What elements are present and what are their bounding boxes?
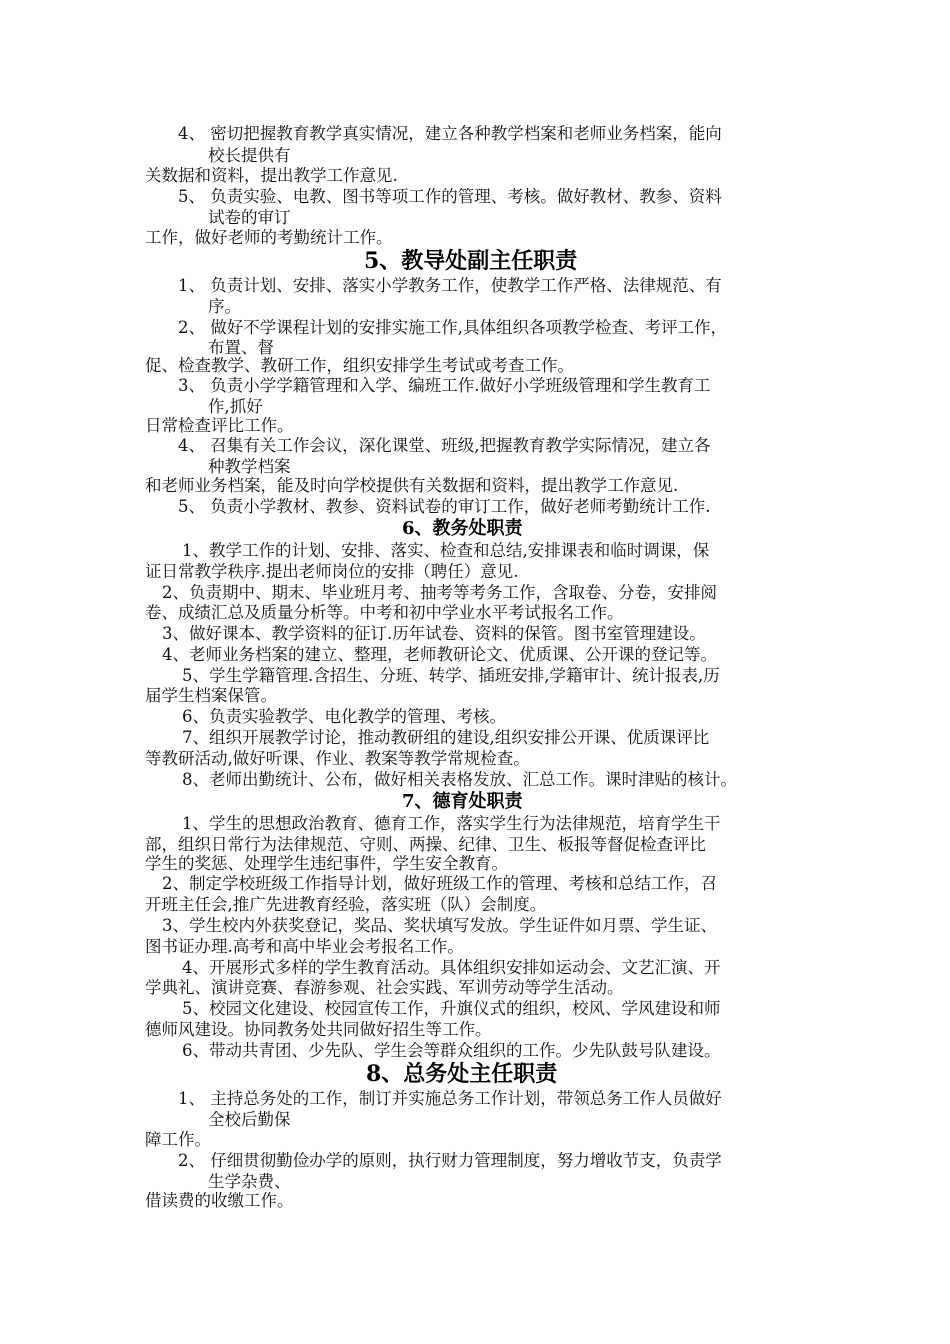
prev-item-5-line-3: 工作，做好老师的考勤统计工作。 (145, 228, 393, 247)
s6-line-5: 3、做好课本、教学资料的征订.历年试卷、资料的保管。图书室管理建设。 (162, 624, 706, 643)
s7-line-10: 5、校园文化建设、校园宣传工作，升旗仪式的组织，校风、学风建设和师 (182, 999, 721, 1018)
s6-line-9: 6、负责实验教学、电化教学的管理、考核。 (182, 707, 506, 726)
s7-line-2: 部，组织日常行为法律规范、守则、两操、纪律、卫生、板报等督促检查评比 (145, 835, 706, 854)
s6-line-11: 等教研活动,做好听课、作业、教案等教学常规检查。 (145, 749, 530, 768)
s6-line-4: 卷、成绩汇总及质量分析等。中考和初中学业水平考试报名工作。 (145, 603, 624, 622)
s5-item-5-line-1: 5、 负责小学教材、教参、资料试卷的审订工作，做好老师考勤统计工作. (178, 497, 711, 516)
s8-item-2-line-3: 借读费的收缴工作。 (145, 1191, 294, 1210)
prev-item-5-line-1: 5、 负责实验、电教、图书等项工作的管理、考核。做好教材、教参、资料 (178, 187, 722, 206)
s6-line-2: 证日常教学秩序.提出老师岗位的安排（聘任）意见. (145, 562, 519, 581)
s6-line-12: 8、老师出勤统计、公布，做好相关表格发放、汇总工作。课时津贴的核计。 (182, 770, 737, 789)
s8-item-2-line-2: 生学杂费、 (208, 1172, 291, 1191)
s5-item-2-line-1: 2、 做好不学课程计划的安排实施工作,具体组织各项教学检查、考评工作， (178, 318, 727, 337)
s6-line-7: 5、学生学籍管理.含招生、分班、转学、插班安排,学籍审计、统计报表,历 (182, 666, 720, 685)
s7-line-9: 学典礼、演讲竞赛、春游参观、社会实践、军训劳动等学生活动。 (145, 978, 624, 997)
section-5-heading: 5、教导处副主任职责 (364, 248, 578, 274)
section-7-heading: 7、德育处职责 (402, 791, 523, 812)
prev-item-5-line-2: 试卷的审订 (208, 208, 291, 227)
s6-line-10: 7、组织开展教学讨论，推动教研组的建设,组织安排公开课、优质课评比 (182, 728, 710, 747)
s5-item-3-line-3: 日常检查评比工作。 (145, 416, 294, 435)
s5-item-4-line-3: 和老师业务档案，能及时向学校提供有关数据和资料，提出教学工作意见. (145, 476, 679, 495)
s7-line-6: 3、学生校内外获奖登记，奖品、奖状填写发放。学生证件如月票、学生证、 (162, 916, 717, 935)
s5-item-4-line-1: 4、 召集有关工作会议，深化课堂、班级,把握教育教学实际情况，建立各 (178, 436, 711, 455)
prev-item-4-line-2: 校长提供有 (208, 146, 291, 165)
s5-item-3-line-2: 作,抓好 (208, 397, 263, 416)
section-6-heading: 6、教务处职责 (402, 518, 523, 539)
section-8-heading: 8、总务处主任职责 (366, 1061, 558, 1087)
prev-item-4-line-3: 关数据和资料，提出教学工作意见. (145, 166, 398, 185)
s5-item-1-line-2: 序。 (208, 297, 241, 316)
prev-item-4-line-1: 4、 密切把握教育教学真实情况，建立各种教学档案和老师业务档案，能向 (178, 124, 722, 143)
s7-line-3: 学生的奖惩、处理学生违纪事件，学生安全教育。 (145, 854, 508, 873)
s5-item-2-line-2: 布置、督 (208, 338, 274, 357)
s6-line-1: 1、教学工作的计划、安排、落实、检查和总结,安排课表和临时调课，保 (182, 541, 710, 560)
s8-item-1-line-2: 全校后勤保 (208, 1110, 291, 1129)
s5-item-3-line-1: 3、 负责小学学籍管理和入学、编班工作.做好小学班级管理和学生教育工 (178, 376, 711, 395)
s7-line-7: 图书证办理.高考和高中毕业会考报名工作。 (145, 937, 464, 956)
s8-item-2-line-1: 2、 仔细贯彻勤俭办学的原则，执行财力管理制度，努力增收节支，负责学 (178, 1151, 722, 1170)
s7-line-1: 1、学生的思想政治教育、德育工作，落实学生行为法律规范，培育学生干 (182, 814, 721, 833)
s6-line-8: 届学生档案保管。 (145, 686, 277, 705)
s8-item-1-line-1: 1、 主持总务处的工作，制订并实施总务工作计划，带领总务工作人员做好 (178, 1089, 722, 1108)
s7-line-11: 德师风建设。协同教务处共同做好招生等工作。 (145, 1020, 492, 1039)
s5-item-4-line-2: 种教学档案 (208, 457, 291, 476)
s7-line-12: 6、带动共青团、少先队、学生会等群众组织的工作。少先队鼓号队建设。 (182, 1041, 721, 1060)
s8-item-1-line-3: 障工作。 (145, 1130, 211, 1149)
s5-item-2-line-3: 促、检查教学、教研工作，组织安排学生考试或考查工作。 (145, 356, 574, 375)
s6-line-6: 4、老师业务档案的建立、整理，老师教研论文、优质课、公开课的登记等。 (162, 645, 717, 664)
s7-line-4: 2、制定学校班级工作指导计划，做好班级工作的管理、考核和总结工作，召 (162, 874, 717, 893)
s7-line-8: 4、开展形式多样的学生教育活动。具体组织安排如运动会、文艺汇演、开 (182, 958, 721, 977)
s7-line-5: 开班主任会,推广先进教育经验，落实班（队）会制度。 (145, 895, 547, 914)
s6-line-3: 2、负责期中、期末、毕业班月考、抽考等考务工作，含取卷、分卷，安排阅 (162, 583, 717, 602)
s5-item-1-line-1: 1、 负责计划、安排、落实小学教务工作，使教学工作严格、法律规范、有 (178, 276, 722, 295)
